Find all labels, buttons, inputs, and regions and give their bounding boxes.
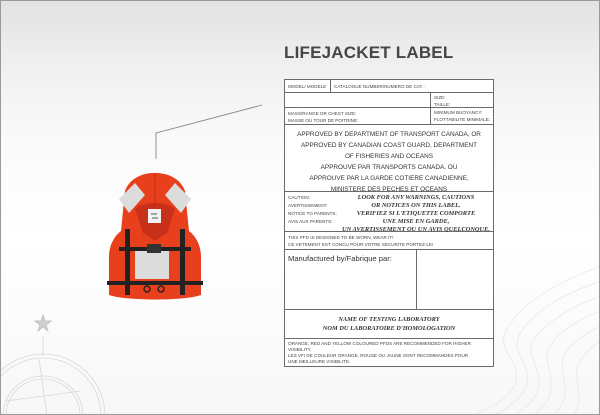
approval-line: MINISTERE DES PECHES ET OCEANS (330, 186, 448, 193)
wear-line-en: THIS PFD IS DESIGNED TO BE WORN, WEAR IT! (288, 235, 394, 240)
caution-label: CAUTION: (288, 195, 310, 200)
approval-line: APPROVED BY DEPARTMENT OF TRANSPORT CANADA, OR (297, 131, 481, 138)
caution-line: VERIFIEZ SI L'ETIQUETTE COMPORTE (356, 210, 476, 217)
model-row (285, 80, 493, 93)
approval-line: OF FISHERIES AND OCEANS (344, 153, 434, 160)
caution-labels (288, 194, 337, 226)
laboratory-line-en: NAME OF TESTING LABORATORY (338, 316, 440, 323)
laboratory-line-fr: NOM DU LABORATOIRE D'HOMOLOGATION (322, 325, 456, 332)
visibility-line: UNE MEILLEURE VISIBILITE. (288, 359, 351, 364)
approval-line: APPROUVE PAR LA GARDE COTIERE CANADIENNE, (309, 175, 469, 182)
visibility-line: LES VFI DE COULEUR ORANGE, ROUGE OU JAUNE SONT RECOMMANDES POUR (288, 353, 469, 358)
caution-section (285, 192, 493, 232)
size-label-en: SIZE: (434, 95, 446, 100)
pointer-line (156, 105, 262, 159)
visibility-line: ORANGE, RED AND YELLOW COLOURED PFDS ARE RECOMMENDED FOR HIGHER (288, 341, 471, 346)
caution-label: AVERTISSEMENT: (288, 203, 328, 208)
visibility-section (285, 339, 493, 366)
wear-line-fr: CE VETEMENT EST CONCU POUR VOTRE SECURITE PORTEZ-LE! (288, 242, 434, 247)
visibility-line: VISIBILITY. (288, 347, 312, 352)
compass-rose-icon (1, 315, 105, 415)
size-label-fr: TAILLE: (434, 102, 451, 107)
caution-label: NOTICE TO PARENTS: (288, 211, 337, 216)
buoyancy-label-fr: FLOTTABILITE MINIMALE: (434, 117, 491, 122)
size-field (430, 93, 493, 107)
wear-it-section (285, 232, 493, 250)
lifejacket-illustration (105, 171, 205, 303)
mass-label-fr: MASSE OU TOUR DE POITRINE: (288, 118, 359, 123)
caution-line: LOOK FOR ANY WARNINGS, CAUTIONS (357, 194, 475, 201)
caution-label: AVIS AUX PARENTS: (288, 219, 333, 224)
caution-line: OR NOTICES ON THIS LABEL. (371, 202, 461, 209)
mass-field (288, 108, 428, 124)
catalogue-field: CATALOGUE NUMBER/NUMERO DE CAT. : (330, 80, 493, 92)
approval-section (285, 125, 493, 192)
approval-line: APPROVED BY CANADIAN COAST GUARD, DEPARTMENT (300, 142, 477, 149)
mass-row (285, 108, 493, 125)
manufacturer-row (285, 250, 493, 310)
caution-text (341, 194, 491, 234)
label-table (284, 79, 494, 367)
approval-line: APPROUVE PAR TRANSPORTS CANADA, OU (320, 164, 458, 171)
model-field: MODEL/ MODELE (288, 84, 327, 89)
page-title: LIFEJACKET LABEL (284, 43, 454, 62)
caution-line: UN AVERTISSEMENT OU UN AVIS QUELCONQUE. (341, 226, 491, 233)
buoyancy-field (430, 108, 493, 124)
size-row (285, 93, 493, 108)
manufacturer-field: Manufactured by/Fabrique par: (288, 254, 392, 263)
mass-label-en: MASS/RANGE OR CHEST SIZE: (288, 111, 357, 116)
laboratory-section (285, 310, 493, 339)
manufacturer-blank-cell (416, 250, 493, 309)
caution-line: UNE MISE EN GARDE, (382, 218, 450, 225)
buoyancy-label-en: MINIMUM BUOYANCY: (434, 110, 483, 115)
